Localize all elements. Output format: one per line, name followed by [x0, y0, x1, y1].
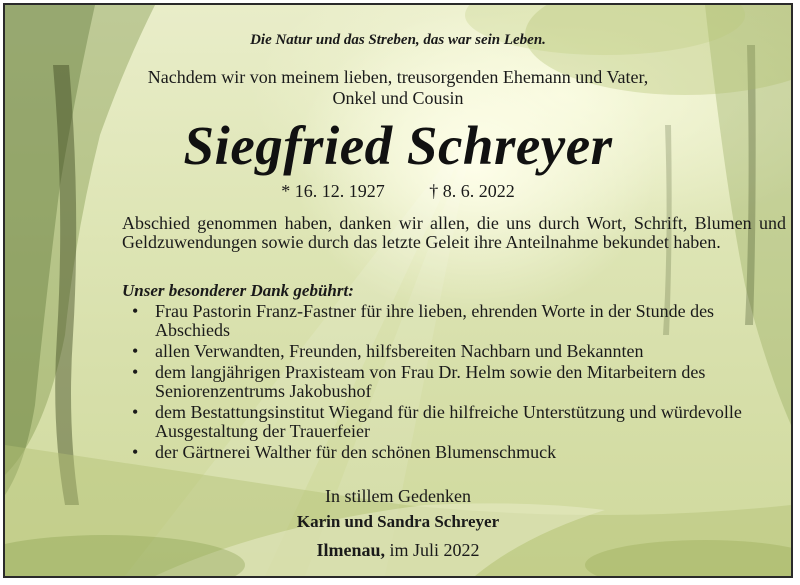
intro-text — [5, 67, 791, 109]
obituary-card — [3, 3, 793, 578]
intro-line-2: Onkel und Cousin — [332, 88, 464, 108]
birth-date: * 16. 12. 1927 — [281, 181, 385, 201]
notice-date: im Juli 2022 — [389, 540, 480, 560]
closing-line: In stillem Gedenken — [325, 486, 471, 506]
life-dates — [5, 181, 791, 202]
list-item: • allen Verwandten, Freunden, hilfsbereiten Nachbarn und Bekannten — [128, 342, 778, 361]
intro-line-1: Nachdem wir von meinem lieben, treusorgenden Ehemann und Vater, — [147, 67, 649, 87]
list-item: • dem Bestattungsinstitut Wiegand für die hilfreiche Unterstützung und würdevolle Ausgestaltung der Trauerfeier — [128, 403, 778, 441]
deceased-name: Siegfried Schreyer — [183, 115, 613, 176]
list-item: • dem langjährigen Praxisteam von Frau Dr. Helm sowie den Mitarbeitern des Seniorenzentrums Jakobushof — [128, 363, 778, 401]
motto-line: Die Natur und das Streben, das war sein Leben. — [250, 32, 546, 48]
death-date: † 8. 6. 2022 — [429, 181, 515, 201]
thanks-paragraph: Abschied genommen haben, danken wir allen, die uns durch Wort, Schrift, Blumen und Geldzuwendungen sowie durch das letzte Geleit ihre Anteilnahme bekundet haben. — [122, 213, 786, 252]
place-name: Ilmenau, — [316, 540, 385, 560]
place-date-line — [5, 540, 791, 561]
list-item: • der Gärtnerei Walther für den schönen Blumenschmuck — [128, 443, 778, 462]
special-thanks-heading: Unser besonderer Dank gebührt: — [122, 281, 354, 300]
special-thanks-list — [128, 302, 778, 464]
family-names: Karin und Sandra Schreyer — [296, 512, 500, 531]
list-item: • Frau Pastorin Franz-Fastner für ihre lieben, ehrenden Worte in der Stunde des Abschieds — [128, 302, 778, 340]
